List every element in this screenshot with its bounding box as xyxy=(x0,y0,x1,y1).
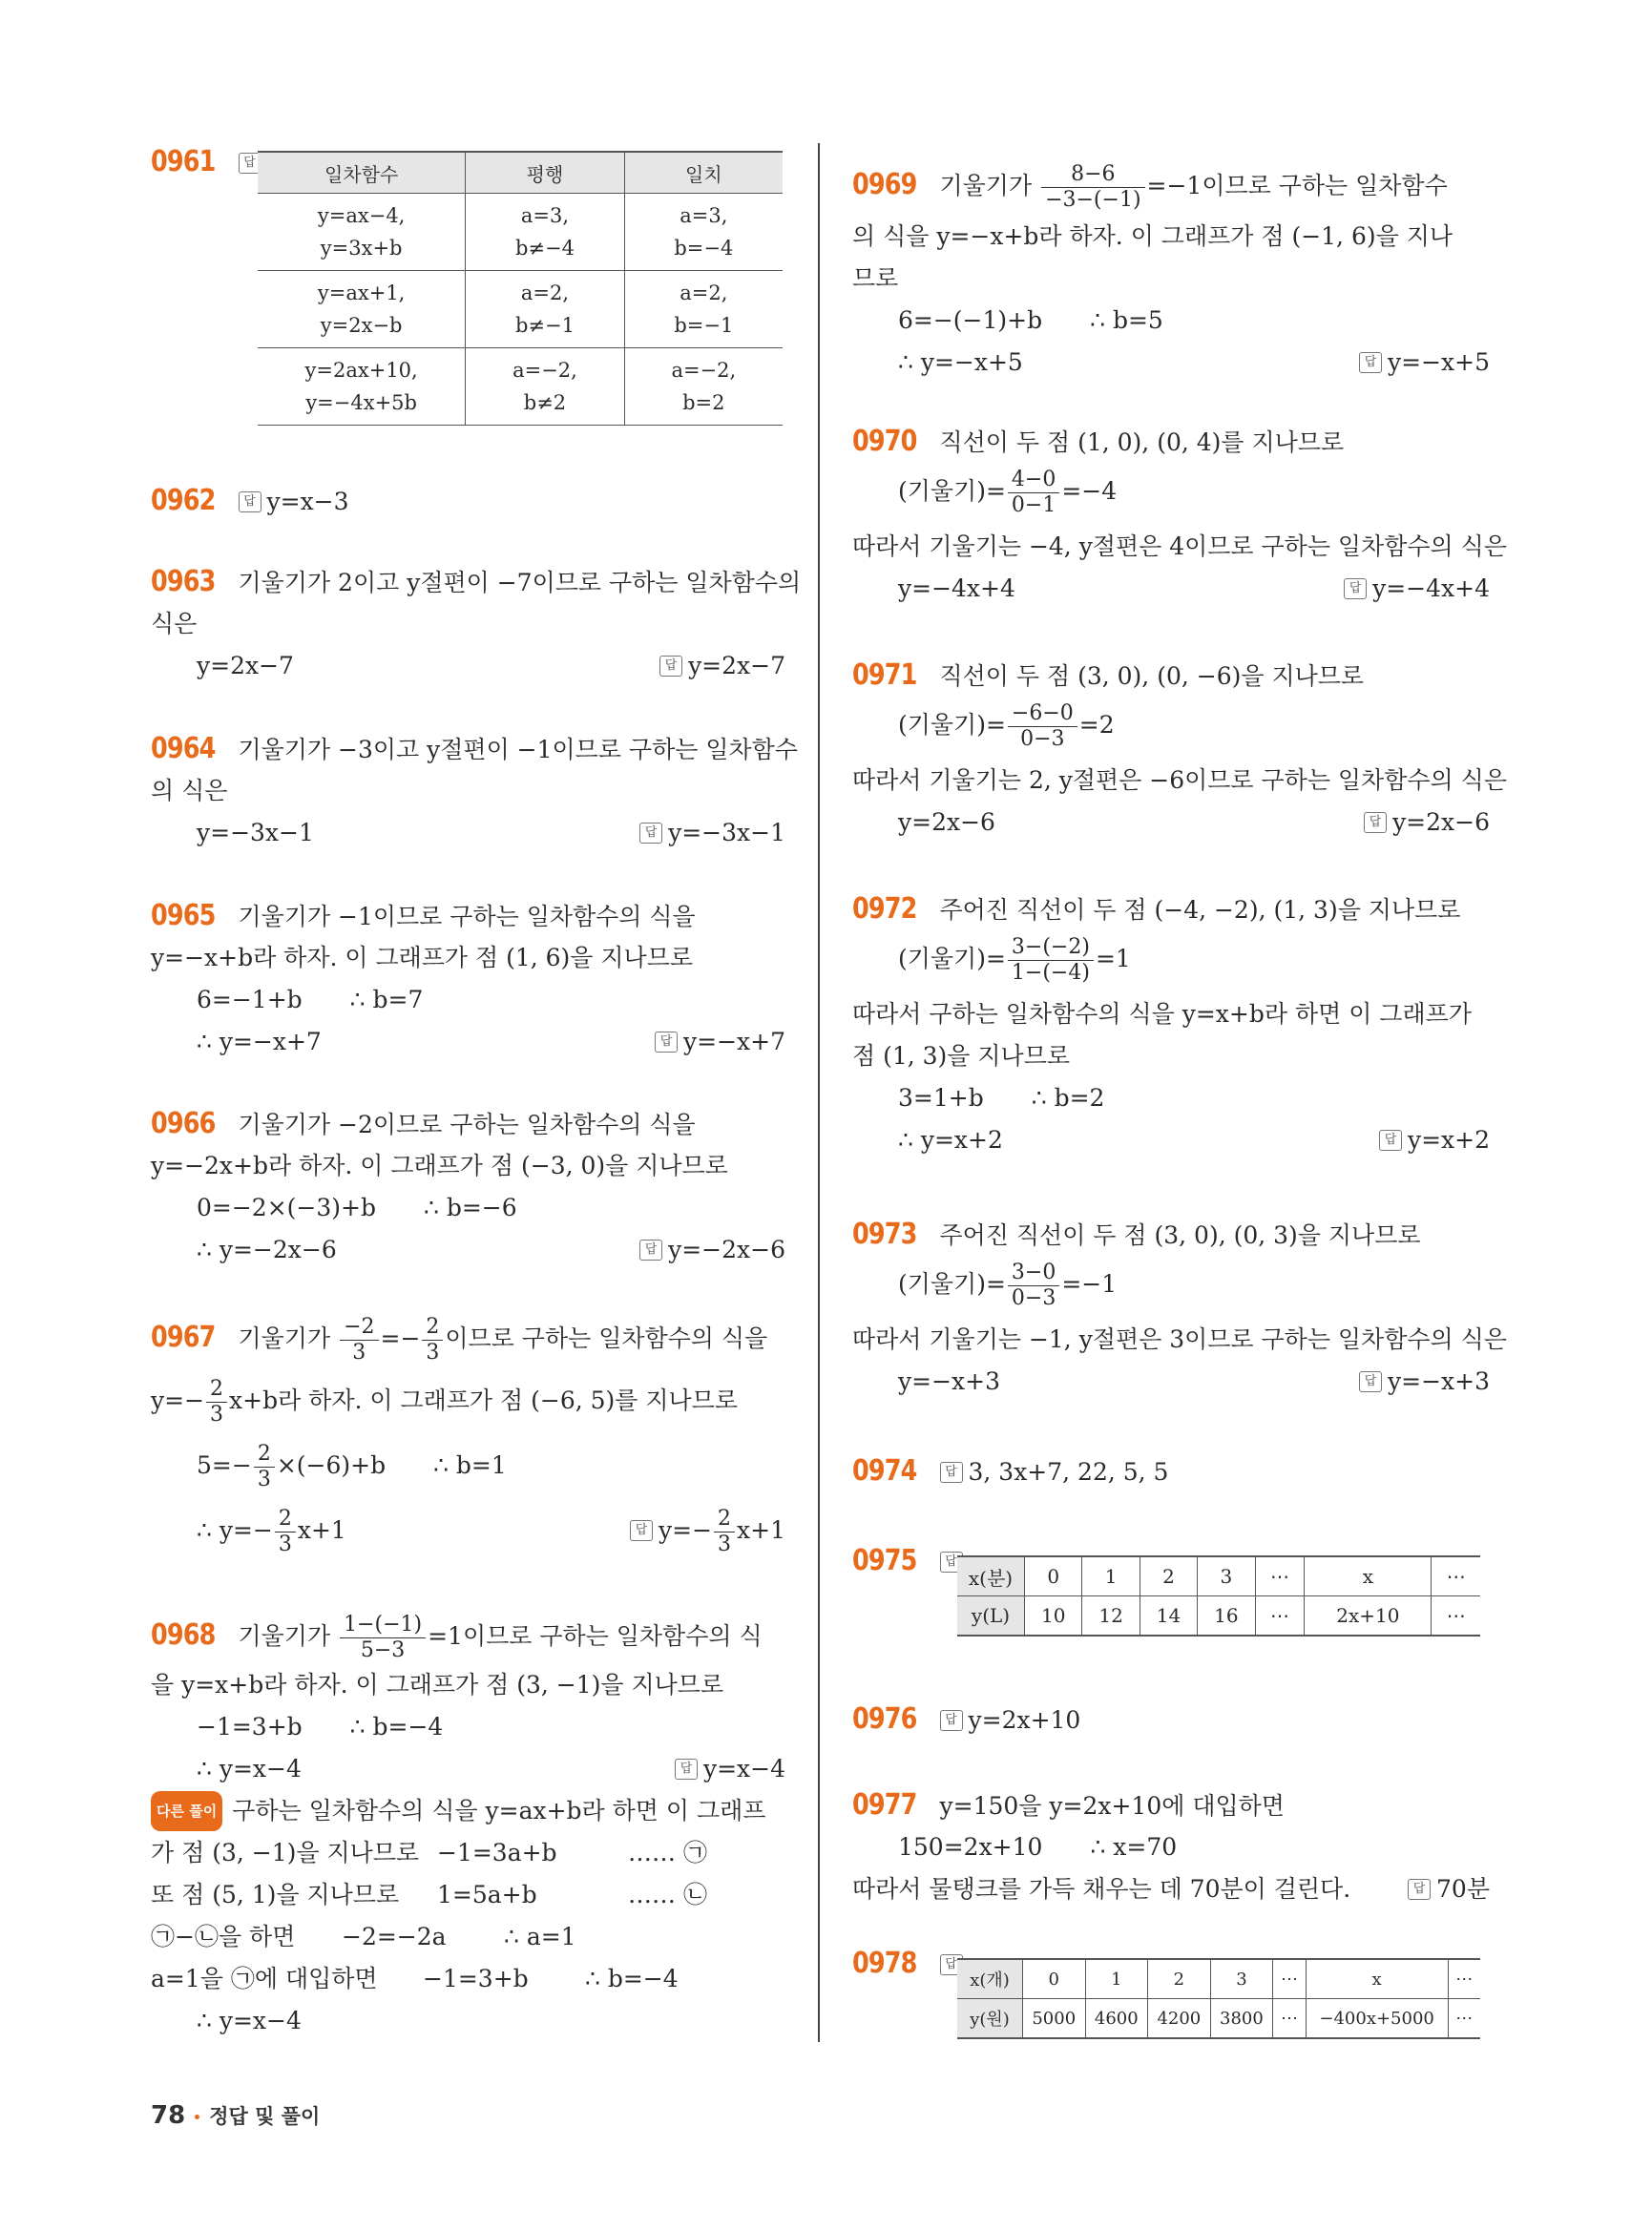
equation: ∴ b=7 xyxy=(349,986,424,1013)
problem-number: 0968 xyxy=(151,1618,216,1652)
equation: 3=1+b xyxy=(898,1084,984,1112)
table-cell: ⋯ xyxy=(1432,1556,1480,1596)
solution-text: 가 점 (3, −1)을 지나므로 xyxy=(151,1839,420,1866)
solution-text: 주어진 직선이 두 점 (−4, −2), (1, 3)을 지나므로 xyxy=(939,896,1461,924)
table-cell: y(원) xyxy=(957,1999,1023,2039)
equation: ∴ y=−x+7 xyxy=(197,1028,322,1055)
solution-text: 의 식은 xyxy=(151,777,228,804)
problem-number: 0969 xyxy=(852,168,917,201)
equation: ∴ b=−4 xyxy=(349,1713,444,1741)
solution-text: 기울기가 −2이므로 구하는 일차함수의 식을 xyxy=(238,1111,696,1138)
problem-number: 0966 xyxy=(151,1107,216,1140)
table-cell: 16 xyxy=(1198,1596,1255,1637)
answer-text: y=2x−7 xyxy=(688,652,785,679)
table-row xyxy=(258,348,783,426)
equation: =1 xyxy=(1095,945,1131,972)
equation: ∴ y=x+2 xyxy=(898,1126,1003,1154)
table-cell: b≠−4 xyxy=(514,237,575,260)
page-number: 78 xyxy=(151,2101,186,2130)
answer-text: x+1 xyxy=(737,1516,785,1544)
solution-text: 기울기가 xyxy=(238,1622,331,1650)
table-cell: y=ax−4, xyxy=(317,204,406,227)
table-row xyxy=(957,1556,1480,1596)
answer-icon: 답 xyxy=(675,1759,698,1780)
problem-number: 0965 xyxy=(151,899,216,932)
solution-text: 므로 xyxy=(852,264,899,292)
answer-icon: 답 xyxy=(239,491,261,512)
table-cell: a=−2, xyxy=(512,359,577,382)
equation: −2=−2a xyxy=(342,1923,447,1950)
answer-text: y=−x+7 xyxy=(683,1028,785,1055)
answer-icon: 답 xyxy=(940,1710,963,1731)
table-cell: y(L) xyxy=(957,1596,1025,1637)
equation: ∴ b=2 xyxy=(1031,1084,1105,1112)
equation: −1=3+b xyxy=(197,1713,303,1741)
solution-text: 식은 xyxy=(151,610,198,637)
answer-icon: 답 xyxy=(1359,352,1382,373)
answer-text: y=2x+10 xyxy=(968,1706,1081,1734)
table-cell: ⋯ xyxy=(1273,1959,1307,1999)
table-cell: a=3, xyxy=(680,204,728,227)
table-cell: 2x+10 xyxy=(1305,1596,1432,1637)
table-cell: 3 xyxy=(1210,1959,1273,1999)
equation: ∴ b=5 xyxy=(1090,306,1163,334)
solution-text: 기울기가 −3이고 y절편이 −1이므로 구하는 일차함수 xyxy=(238,736,798,763)
fraction: $\frac{4-0}{0-1}$ xyxy=(1008,468,1059,518)
table-cell: 14 xyxy=(1140,1596,1197,1637)
solution-text: 구하는 일차함수의 식을 y=ax+b라 하면 이 그래프 xyxy=(232,1797,766,1824)
equation: 5=− xyxy=(197,1451,252,1479)
equation: ∴ y=x−4 xyxy=(197,2007,302,2034)
table-cell: y=2x−b xyxy=(320,314,403,337)
equation: y=2x−7 xyxy=(197,652,294,679)
problem-number: 0964 xyxy=(151,732,216,765)
table-cell: ⋯ xyxy=(1273,1999,1307,2039)
solution-text: y=− xyxy=(151,1387,205,1414)
answer-text: y=x−4 xyxy=(702,1755,785,1783)
table-cell: 2 xyxy=(1140,1556,1197,1596)
solution-text: x+b라 하자. 이 그래프가 점 (−6, 5)를 지나므로 xyxy=(229,1387,738,1414)
solution-text: 따라서 구하는 일차함수의 식을 y=x+b라 하면 이 그래프가 xyxy=(852,1000,1472,1028)
fraction: $\frac{-6-0}{0-3}$ xyxy=(1008,701,1077,752)
answer-icon: 답 xyxy=(1344,578,1367,599)
fraction: $\frac{2}{3}$ xyxy=(206,1377,227,1428)
table-header: 평행 xyxy=(466,152,624,194)
equation: −1=3+b xyxy=(423,1965,529,1992)
equation: ×(−6)+b xyxy=(276,1451,387,1479)
footer-title: 정답 및 풀이 xyxy=(209,2105,321,2128)
table-cell: b=−1 xyxy=(674,314,734,337)
table-cell: 1 xyxy=(1082,1556,1140,1596)
table-cell: 12 xyxy=(1082,1596,1140,1637)
solution-text: 기울기가 xyxy=(238,1324,331,1352)
problem-number: 0973 xyxy=(852,1218,917,1251)
answer-icon: 답 xyxy=(940,1462,963,1483)
equation: y=−x+3 xyxy=(898,1367,1000,1395)
solution-text: 또 점 (5, 1)을 지나므로 xyxy=(151,1881,400,1908)
equation: 1=5a+b xyxy=(437,1881,537,1908)
answer-icon: 답 xyxy=(1408,1879,1431,1900)
table-cell: ⋯ xyxy=(1255,1556,1305,1596)
problem-number: 0974 xyxy=(852,1454,917,1488)
table-cell: 4600 xyxy=(1085,1999,1148,2039)
table-cell: 0 xyxy=(1025,1556,1082,1596)
problem-number: 0977 xyxy=(852,1788,917,1822)
fraction: $\frac{-2}{3}$ xyxy=(340,1315,378,1366)
page-footer xyxy=(151,2101,320,2130)
equation: =2 xyxy=(1078,711,1115,739)
equation: ∴ y=x−4 xyxy=(197,1755,302,1783)
equation-label: …… ㉠ xyxy=(628,1839,707,1866)
equation: (기울기)= xyxy=(898,945,1006,972)
solution-text: y=−x+b라 하자. 이 그래프가 점 (1, 6)을 지나므로 xyxy=(151,944,694,971)
solution-text: 을 y=x+b라 하자. 이 그래프가 점 (3, −1)을 지나므로 xyxy=(151,1671,724,1699)
answer-icon: 답 xyxy=(630,1520,653,1541)
value-table xyxy=(957,1958,1480,2039)
equation: x+1 xyxy=(297,1516,346,1544)
problem-number: 0967 xyxy=(151,1321,216,1354)
equation: y=2x−6 xyxy=(898,808,995,836)
problem-number: 0963 xyxy=(151,565,216,598)
footer-dot-icon xyxy=(195,2115,199,2119)
answer-text: y=−3x−1 xyxy=(668,819,785,846)
table-cell: 3 xyxy=(1198,1556,1255,1596)
solution-text: 기울기가 xyxy=(939,172,1033,199)
table-cell: x xyxy=(1306,1959,1448,1999)
fraction: $\frac{3-0}{0-3}$ xyxy=(1008,1261,1059,1311)
column-divider xyxy=(818,143,820,2042)
answer-icon: 답 xyxy=(1364,812,1387,833)
fraction: $\frac{2}{3}$ xyxy=(275,1507,296,1557)
fraction: $\frac{1-(-1)}{5-3}$ xyxy=(340,1613,426,1663)
equation: ∴ b=−4 xyxy=(585,1965,679,1992)
equation: (기울기)= xyxy=(898,477,1006,505)
table-cell: −400x+5000 xyxy=(1306,1999,1448,2039)
equation: (기울기)= xyxy=(898,711,1006,739)
answer-icon: 답 xyxy=(655,1032,678,1053)
answer-icon: 답 xyxy=(239,153,261,174)
problem-0961 xyxy=(151,143,785,439)
table-cell: y=2ax+10, xyxy=(304,359,418,382)
equation: ∴ a=1 xyxy=(504,1923,576,1950)
table-cell: a=3, xyxy=(520,204,570,227)
table-row xyxy=(957,1959,1480,1999)
equation: y=−4x+4 xyxy=(898,574,1015,602)
table-cell: b≠2 xyxy=(523,391,567,414)
solution-text: ㉠−㉡을 하면 xyxy=(151,1923,296,1950)
equation: 6=−1+b xyxy=(197,986,303,1013)
solution-text: 주어진 직선이 두 점 (3, 0), (0, 3)을 지나므로 xyxy=(939,1221,1421,1249)
table-row xyxy=(957,1999,1480,2039)
problem-number: 0970 xyxy=(852,425,917,458)
solution-text: =1이므로 구하는 일차함수의 식 xyxy=(428,1622,763,1650)
table-cell: y=ax+1, xyxy=(317,281,406,304)
table-cell: y=−4x+5b xyxy=(305,391,417,414)
answer-icon: 답 xyxy=(659,656,682,677)
table-row xyxy=(957,1596,1480,1637)
solution-text: 따라서 물탱크를 가득 채우는 데 70분이 걸린다. xyxy=(852,1875,1351,1903)
equation: ∴ y=− xyxy=(197,1516,273,1544)
solution-text: y=−2x+b라 하자. 이 그래프가 점 (−3, 0)을 지나므로 xyxy=(151,1152,728,1179)
problem-number: 0961 xyxy=(151,145,216,178)
equation: =−1 xyxy=(1061,1270,1118,1298)
answer-text: y=−4x+4 xyxy=(1372,574,1490,602)
table-row xyxy=(258,194,783,271)
equation: ∴ x=70 xyxy=(1090,1833,1178,1861)
equation: 0=−2×(−3)+b xyxy=(197,1194,376,1221)
solution-text: 따라서 기울기는 −4, y절편은 4이므로 구하는 일차함수의 식은 xyxy=(852,532,1507,560)
answer-text: y=− xyxy=(659,1516,713,1544)
fraction: $\frac{3-(-2)}{1-(-4)}$ xyxy=(1008,935,1094,986)
solution-text: 기울기가 2이고 y절편이 −7이므로 구하는 일차함수의 xyxy=(238,569,802,596)
solution-text: =−1이므로 구하는 일차함수 xyxy=(1146,172,1448,199)
table-cell: x xyxy=(1305,1556,1432,1596)
table-cell: a=2, xyxy=(520,281,570,304)
fraction: $\frac{8-6}{-3-(-1)}$ xyxy=(1041,162,1144,213)
solution-text: 점 (1, 3)을 지나므로 xyxy=(852,1042,1071,1070)
solution-text: 의 식을 y=−x+b라 하자. 이 그래프가 점 (−1, 6)을 지나 xyxy=(852,222,1453,250)
answer-icon: 답 xyxy=(940,1954,963,1975)
answer-text: y=−x+3 xyxy=(1388,1367,1490,1395)
solution-text: 따라서 기울기는 2, y절편은 −6이므로 구하는 일차함수의 식은 xyxy=(852,766,1507,794)
table-header: 일치 xyxy=(624,152,783,194)
equation: ∴ y=−x+5 xyxy=(898,348,1023,376)
table-cell: x(분) xyxy=(957,1556,1025,1596)
answer-text: y=x−3 xyxy=(266,488,349,515)
answer-icon: 답 xyxy=(639,1240,662,1261)
solution-text: 기울기가 −1이므로 구하는 일차함수의 식을 xyxy=(238,903,696,930)
solution-text: =− xyxy=(380,1324,421,1352)
table-cell: y=3x+b xyxy=(320,237,403,260)
alternative-solution-badge: 다른 풀이 xyxy=(151,1791,222,1831)
table-cell: a=−2, xyxy=(671,359,737,382)
table-cell: b=2 xyxy=(682,391,725,414)
problem-number: 0978 xyxy=(852,1947,917,1980)
table-cell: 5000 xyxy=(1023,1999,1086,2039)
answer-text: y=x+2 xyxy=(1407,1126,1490,1154)
table-cell: x(개) xyxy=(957,1959,1023,1999)
table-cell: b=−4 xyxy=(674,237,734,260)
problem-number: 0976 xyxy=(852,1702,917,1736)
answer-icon: 답 xyxy=(639,823,662,844)
equation: ∴ y=−2x−6 xyxy=(197,1236,337,1263)
solution-text: a=1을 ㉠에 대입하면 xyxy=(151,1965,378,1992)
answer-text: y=−x+5 xyxy=(1388,348,1490,376)
solution-text: 따라서 기울기는 −1, y절편은 3이므로 구하는 일차함수의 식은 xyxy=(852,1325,1507,1353)
answer-text: y=−2x−6 xyxy=(668,1236,785,1263)
problem-number: 0962 xyxy=(151,484,216,517)
table-cell: a=2, xyxy=(680,281,728,304)
equation: =−4 xyxy=(1061,477,1118,505)
equation: ∴ b=−6 xyxy=(423,1194,517,1221)
problem-number: 0972 xyxy=(852,892,917,926)
answer-text: 3, 3x+7, 22, 5, 5 xyxy=(968,1458,1169,1486)
answer-icon: 답 xyxy=(940,1552,963,1573)
table-cell: ⋯ xyxy=(1432,1596,1480,1637)
table-cell: 4200 xyxy=(1148,1999,1211,2039)
answer-icon: 답 xyxy=(1379,1130,1402,1151)
equation: (기울기)= xyxy=(898,1270,1006,1298)
table-cell: 0 xyxy=(1023,1959,1086,1999)
value-table xyxy=(957,1555,1480,1637)
equation: y=−3x−1 xyxy=(197,819,314,846)
solution-text: 직선이 두 점 (3, 0), (0, −6)을 지나므로 xyxy=(939,662,1365,690)
answer-icon: 답 xyxy=(1359,1371,1382,1392)
parallel-coincide-table xyxy=(258,151,783,426)
answer-text: 70분 xyxy=(1436,1875,1490,1903)
equation-label: …… ㉡ xyxy=(628,1881,707,1908)
table-row xyxy=(258,271,783,348)
equation: −1=3a+b xyxy=(437,1839,557,1866)
solution-text: 이므로 구하는 일차함수의 식을 xyxy=(445,1324,768,1352)
solution-text: y=150을 y=2x+10에 대입하면 xyxy=(939,1792,1285,1820)
fraction: $\frac{2}{3}$ xyxy=(422,1315,443,1366)
equation: 6=−(−1)+b xyxy=(898,306,1043,334)
table-cell: 3800 xyxy=(1210,1999,1273,2039)
table-cell: 10 xyxy=(1025,1596,1082,1637)
table-cell: b≠−1 xyxy=(514,314,575,337)
table-cell: ⋯ xyxy=(1448,1999,1480,2039)
problem-number: 0971 xyxy=(852,658,917,692)
fraction: $\frac{2}{3}$ xyxy=(254,1442,275,1492)
equation: ∴ b=1 xyxy=(433,1451,507,1479)
fraction: $\frac{2}{3}$ xyxy=(714,1507,735,1557)
equation: 150=2x+10 xyxy=(898,1833,1043,1861)
table-cell: 1 xyxy=(1085,1959,1148,1999)
table-cell: ⋯ xyxy=(1448,1959,1480,1999)
table-header: 일차함수 xyxy=(258,152,466,194)
solution-text: 직선이 두 점 (1, 0), (0, 4)를 지나므로 xyxy=(939,428,1345,456)
answer-text: y=2x−6 xyxy=(1392,808,1490,836)
table-cell: ⋯ xyxy=(1255,1596,1305,1637)
table-cell: 2 xyxy=(1148,1959,1211,1999)
problem-number: 0975 xyxy=(852,1544,917,1577)
